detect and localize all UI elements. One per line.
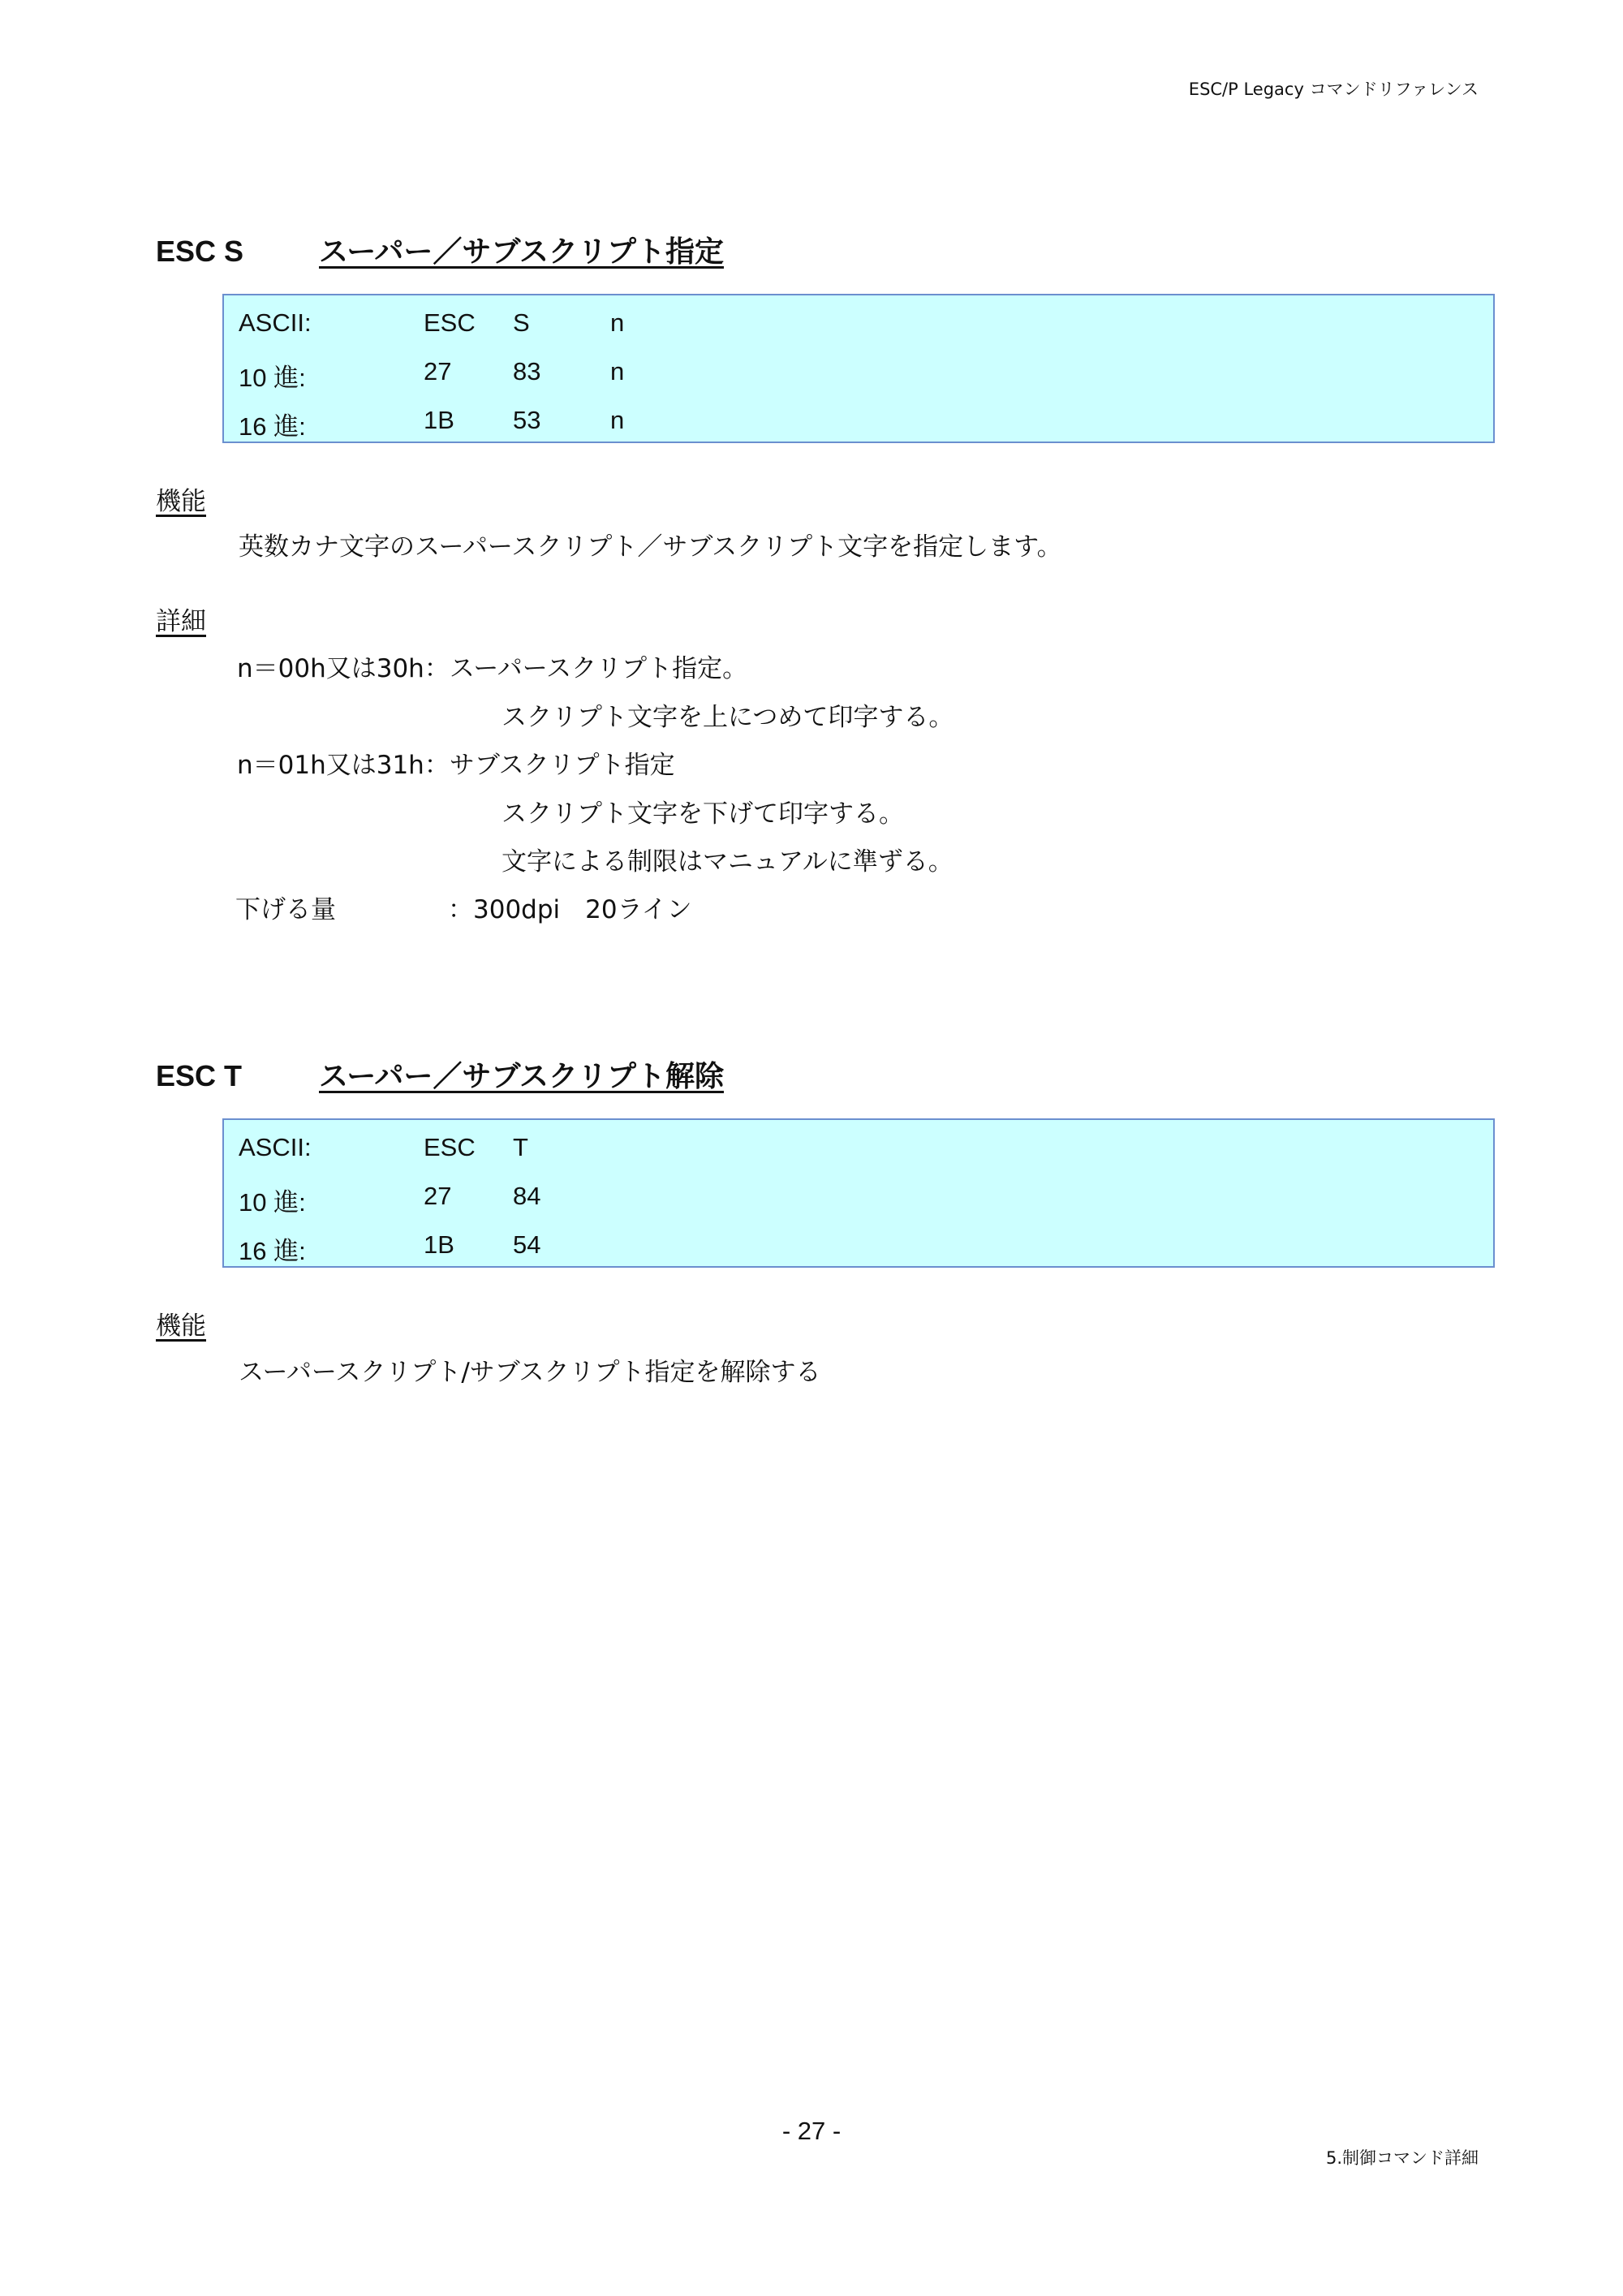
amount-value: ：300dpi 20ライン [448, 895, 692, 924]
page-number: - 27 - [781, 2117, 842, 2145]
detail-line: n＝01h又は31h：サブスクリプト指定 [237, 751, 675, 780]
function-heading: 機能 [156, 1312, 206, 1341]
command-description: スーパー／サブスクリプト指定 [319, 235, 724, 269]
code-value: n [610, 308, 625, 337]
code-label: 16 進: [239, 412, 306, 441]
code-value: n [610, 406, 625, 434]
code-value: n [610, 357, 625, 386]
code-table-esc-t [222, 1118, 1495, 1268]
code-label: ASCII: [239, 308, 312, 337]
code-value: 83 [513, 357, 541, 386]
code-value: 84 [513, 1182, 541, 1210]
code-value: 27 [424, 1182, 452, 1210]
code-value: 1B [424, 1230, 454, 1259]
command-description: スーパー／サブスクリプト解除 [319, 1060, 724, 1093]
amount-label: 下げる量 [235, 895, 336, 924]
detail-line: n＝00h又は30h：スーパースクリプト指定。 [237, 654, 748, 683]
code-value: T [513, 1133, 528, 1161]
section-title-esc-t [156, 1053, 724, 1095]
code-label: 10 進: [239, 1188, 306, 1217]
code-value: 27 [424, 357, 452, 386]
command-name: ESC S [156, 235, 244, 268]
command-name: ESC T [156, 1059, 243, 1092]
detail-line: 文字による制限はマニュアルに準ずる。 [502, 847, 954, 877]
section-title-esc-s [156, 229, 724, 270]
code-value: 54 [513, 1230, 541, 1259]
detail-heading: 詳細 [156, 607, 206, 636]
function-text: スーパースクリプト/サブスクリプト指定を解除する [239, 1358, 821, 1387]
code-value: 1B [424, 406, 454, 434]
chapter-label: 5.制御コマンド詳細 [1325, 2148, 1479, 2168]
code-value: ESC [424, 308, 476, 337]
code-table-esc-s [222, 294, 1495, 443]
function-heading: 機能 [156, 487, 206, 516]
detail-line: スクリプト文字を上につめて印字する。 [502, 703, 954, 732]
code-label: ASCII: [239, 1133, 312, 1161]
code-value: 53 [513, 406, 541, 434]
code-value: ESC [424, 1133, 476, 1161]
running-header: ESC/P Legacy コマンドリファレンス [1188, 80, 1479, 99]
detail-line: スクリプト文字を下げて印字する。 [502, 799, 904, 829]
code-label: 16 進: [239, 1237, 306, 1265]
code-value: S [513, 308, 530, 337]
function-text: 英数カナ文字のスーパースクリプト／サブスクリプト文字を指定します。 [239, 532, 1062, 562]
code-label: 10 進: [239, 364, 306, 392]
